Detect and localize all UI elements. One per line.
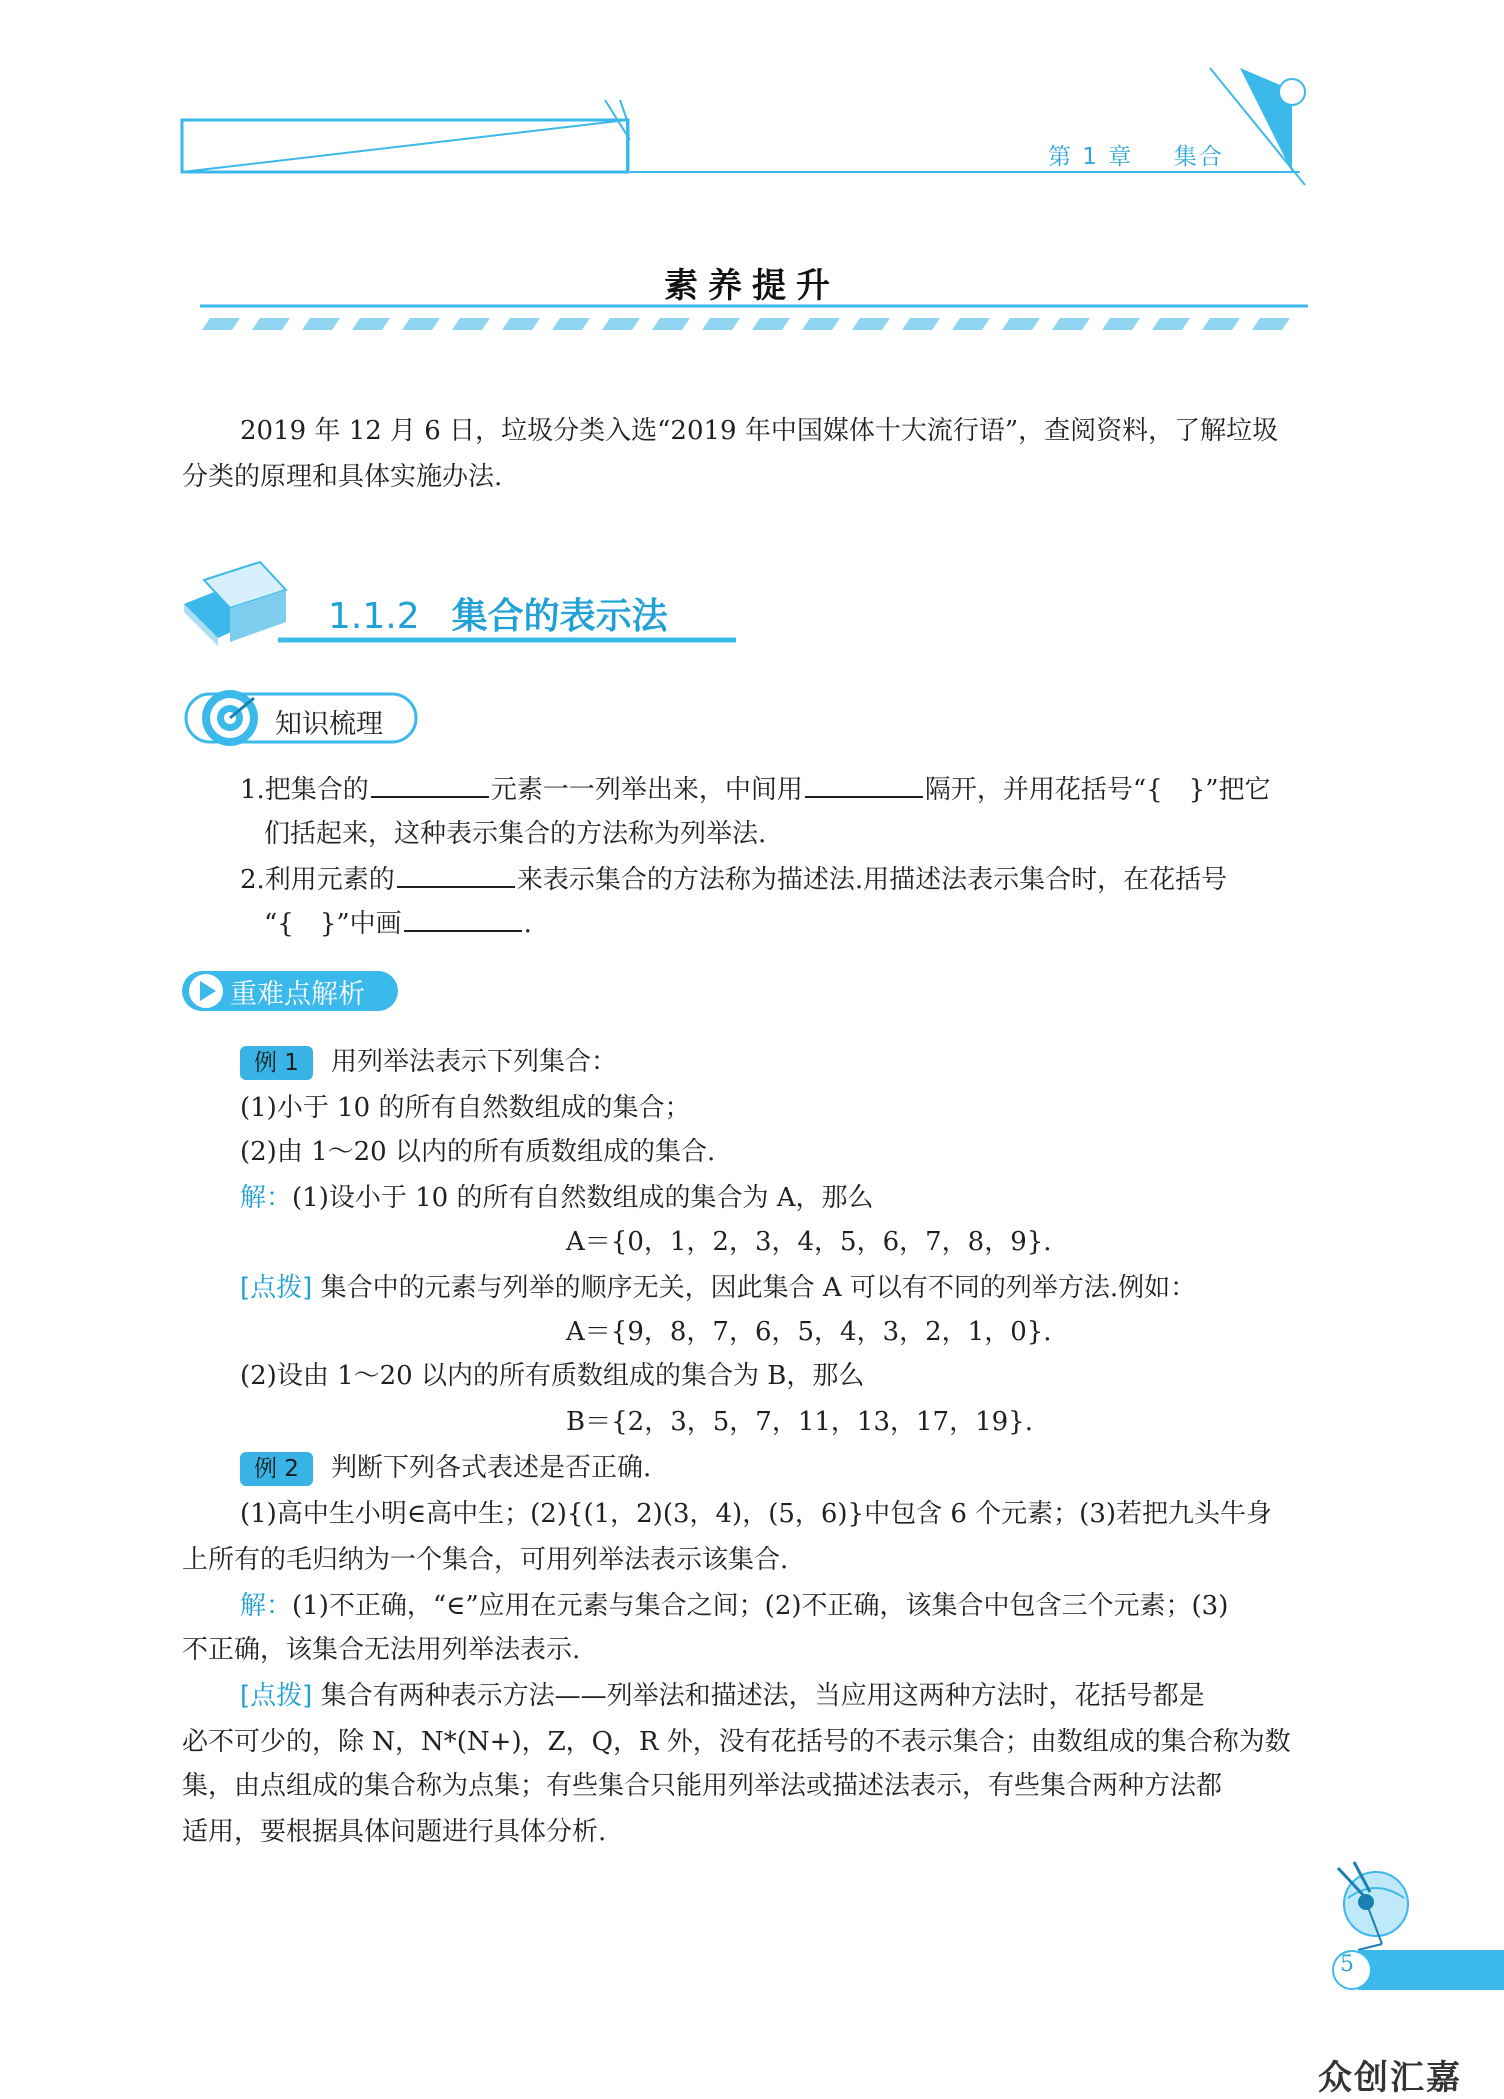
intro-paragraph [182,408,1324,500]
analysis-label: 重难点解析 [230,979,365,1010]
tip-label: [点拨] [240,1273,313,1303]
knowledge-item-2 [240,858,1227,902]
example-2-prompt: 判断下列各式表述是否正确. [330,1453,652,1483]
knowledge-item-2-cont [264,902,532,946]
set-a-2: A＝{9，8，7，6，5，4，3，2，1，0}. [566,1317,1052,1347]
lesson-number: 1.1.2 [328,596,420,637]
blank-1[interactable] [371,776,489,798]
item1-part-b: 元素一一列举出来，中间用 [490,775,803,805]
lesson-name: 集合的表示法 [451,596,668,637]
satellite-icon [1318,1858,1504,2008]
tip-text: 集合中的元素与列举的顺序无关，因此集合 A 可以有不同的列举方法.例如： [320,1273,1197,1303]
intro-line-2: 分类的原理和具体实施办法. [182,462,503,492]
solution-label: 解： [240,1183,293,1213]
example-1-header [240,1040,617,1084]
set-a-1: A＝{0，1，2，3，4，5，6，7，8，9}. [566,1227,1052,1257]
example-1-tag: 例 1 [240,1046,313,1080]
set-b: B＝{2，3，5，7，11，13，17，19}. [566,1407,1033,1437]
knowledge-item-1-cont: 们括起来，这种表示集合的方法称为列举法. [264,819,767,849]
example-1-q2: (2)由 1～20 以内的所有质数组成的集合. [240,1137,716,1167]
example-1-solution-2: (2)设由 1～20 以内的所有质数组成的集合为 B，那么 [240,1361,865,1391]
solution-label-2: 解： [240,1591,293,1621]
example-1-solution-1 [240,1176,874,1220]
solution-1-text: (1)设小于 10 的所有自然数组成的集合为 A，那么 [292,1183,874,1213]
example-2-tip-1 [240,1674,1205,1718]
chapter-title: 集合 [1173,144,1224,170]
watermark: 众创汇嘉 [1318,2058,1462,2098]
example-2-header [240,1446,651,1490]
header-decoration [0,0,1504,200]
item2-part-a: 2.利用元素的 [240,865,395,895]
title-underline [200,300,1310,334]
item2-part-d: . [523,909,532,939]
knowledge-label: 知识梳理 [275,709,383,740]
blank-4[interactable] [404,910,522,932]
tip-label-2: [点拨] [240,1681,313,1711]
intro-line-1: 2019 年 12 月 6 日，垃圾分类入选“2019 年中国媒体十大流行语”，查阅资料，了解垃圾 [240,416,1279,446]
example-2-tip-3: 集，由点组成的集合称为点集；有些集合只能用列举法或描述法表示，有些集合两种方法都 [182,1771,1223,1801]
example-2-solution-1 [240,1584,1228,1628]
chapter-number: 第 1 章 [1048,144,1134,170]
example-2-tip-2: 必不可少的，除 N，N*(N+)，Z，Q，R 外，没有花括号的不表示集合；由数组成的集合称为数 [182,1727,1291,1757]
blank-3[interactable] [397,866,515,888]
section-title: 素养提升 [664,266,840,306]
page-number: 5 [1340,1952,1354,1977]
item2-part-b: 来表示集合的方法称为描述法.用描述法表示集合时，在花括号 [516,865,1228,895]
example-2-q-line-1: (1)高中生小明∈高中生；(2){(1，2)(3，4)，(5，6)}中包含 6 个元素；(3)若把九头牛身 [240,1499,1273,1529]
example-2-tag: 例 2 [240,1452,313,1486]
example-2-q-line-2: 上所有的毛归纳为一个集合，可用列举法表示该集合. [182,1545,789,1575]
item1-part-a: 1.把集合的 [240,775,369,805]
chapter-label [1048,138,1224,171]
example-1-q1: (1)小于 10 的所有自然数组成的集合； [240,1093,691,1123]
example-2-solution-2: 不正确，该集合无法用列举法表示. [182,1635,581,1665]
item2-part-c: “{ }”中画 [264,909,402,939]
lesson-title [328,588,668,639]
knowledge-item-1 [240,768,1271,812]
example-2-tip-4: 适用，要根据具体问题进行具体分析. [182,1817,607,1847]
example-1-tip [240,1266,1196,1310]
blank-2[interactable] [805,776,923,798]
tip-2-text-1: 集合有两种表示方法——列举法和描述法，当应用这两种方法时，花括号都是 [320,1681,1205,1711]
example-1-prompt: 用列举法表示下列集合： [330,1047,617,1077]
solution-2-text: (1)不正确，“∈”应用在元素与集合之间；(2)不正确，该集合中包含三个元素；(3) [292,1591,1229,1621]
item1-part-c: 隔开，并用花括号“{ }”把它 [924,775,1271,805]
